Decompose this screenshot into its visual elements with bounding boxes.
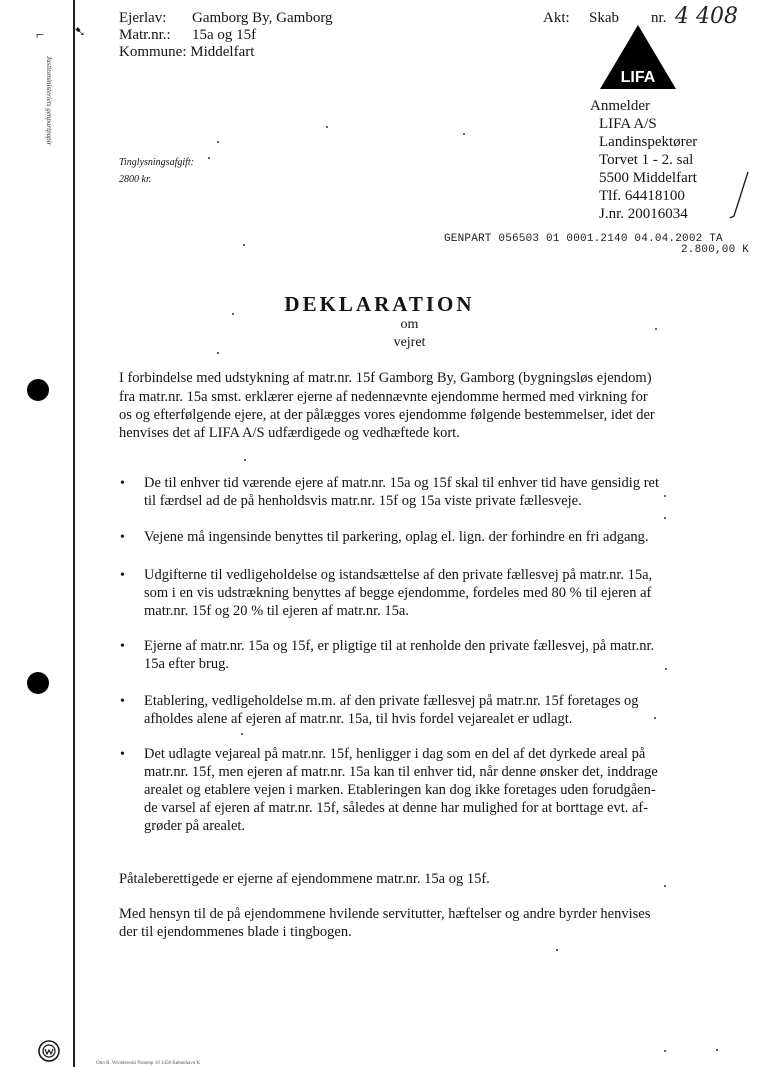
bullet-line: matr.nr. 15f, men ejeren af matr.nr. 15a kan til enhver tid, når denne ønsker det, inddrage <box>144 764 658 780</box>
kommune-row <box>119 44 254 61</box>
nr-handwritten: 4 408 <box>675 4 738 29</box>
binding-margin-line <box>73 0 75 1067</box>
bullet-line: arealet og etablere vejen i marken. Etableringen kan dog ikke foretages uden forudgåen- <box>144 782 656 798</box>
margin-vertical-text: Justitsministeriets genpartpapir <box>45 56 53 146</box>
scan-speck <box>326 126 328 128</box>
matr-label: Matr.nr.: <box>119 27 171 43</box>
punch-hole-upper <box>27 379 49 401</box>
servitutter-line: der til ejendommenes blade i tingbogen. <box>119 924 352 940</box>
bullet-marker: • <box>120 694 125 709</box>
ejerlav-label: Ejerlav: <box>119 10 167 26</box>
anmelder-line: LIFA A/S <box>599 116 657 132</box>
intro-line: fra matr.nr. 15a smst. erklærer ejerne af nedennævnte ejendomme hermed med virkning for <box>119 389 648 405</box>
bullet-line: matr.nr. 15f og 20 % til ejeren af matr.nr. 15a. <box>144 603 409 619</box>
scan-speck <box>463 133 465 135</box>
paataleberettigede-text: Påtaleberettigede er ejerne af ejendommene matr.nr. 15a og 15f. <box>119 871 490 887</box>
bullet-line: Etablering, vedligeholdelse m.m. af den private fællesvej på matr.nr. 15f foretages og <box>144 693 639 709</box>
bullet-line: til færdsel ad de på henholdsvis matr.nr. 15f og 15a viste private fællesveje. <box>144 493 582 509</box>
intro-line: os og efterfølgende ejere, at der pålægges vores ejendomme følgende bestemmelser, idet der <box>119 407 655 423</box>
scan-speck <box>654 717 656 719</box>
scan-speck <box>664 517 666 519</box>
scan-speck <box>232 313 234 315</box>
lifa-logo <box>598 25 678 91</box>
scan-speck <box>655 328 657 330</box>
bullet-marker: • <box>120 747 125 762</box>
ejerlav-row <box>119 10 333 27</box>
nr-label: nr. <box>651 10 667 26</box>
scan-speck <box>716 1049 718 1051</box>
servitutter-line: Med hensyn til de på ejendommene hvilende servitutter, hæftelser og andre byrder henvises <box>119 906 651 922</box>
bullet-line: Det udlagte vejareal på matr.nr. 15f, henligger i dag som en del af det dyrkede areal på <box>144 746 646 762</box>
bullet-line: afholdes alene af ejeren af matr.nr. 15a, til hvis fordel vejarealet er udlagt. <box>144 711 573 727</box>
document-title: DEKLARATION <box>284 292 475 316</box>
matr-row <box>119 27 256 44</box>
anmelder-label: Anmelder <box>590 98 650 114</box>
subtitle-vejret: vejret <box>393 335 426 350</box>
lifa-logo-text: LIFA <box>620 69 656 86</box>
intro-line: henvises det af LIFA A/S udfærdigede og vedhæftede kort. <box>119 425 460 441</box>
bullet-line: grøder på arealet. <box>144 818 246 834</box>
bullet-marker: • <box>120 476 125 491</box>
bullet-line: de varsel af ejeren af matr.nr. 15f, således at denne har mulighed for at borttage evt. af- <box>144 800 649 816</box>
bullet-line: 15a efter brug. <box>144 656 229 672</box>
scan-speck <box>243 244 245 246</box>
printer-seal-icon <box>38 1040 60 1062</box>
bullet-line: Udgifterne til vedligeholdelse og istandsættelse af den private fællesvej på matr.nr. 15a, <box>144 567 653 583</box>
scan-speck <box>664 885 666 887</box>
scan-speck <box>241 733 243 735</box>
scan-speck <box>556 949 558 951</box>
genpart-stamp-line2: 2.800,00 K <box>681 244 750 256</box>
fee-value: 2800 kr. <box>119 174 152 185</box>
bullet-marker: • <box>120 639 125 654</box>
kommune-label: Kommune: <box>119 44 187 60</box>
genpart-stamp-line1: GENPART 056503 01 0001.2140 04.04.2002 TA <box>444 233 723 245</box>
anmelder-line: J.nr. 20016034 <box>599 206 688 222</box>
scan-speck <box>664 495 666 497</box>
scan-speck <box>664 1050 666 1052</box>
bullet-line: som i en vis udstrækning benyttes af begge ejendomme, fordeles med 80 % til ejeren af <box>144 585 652 601</box>
scan-speck <box>665 668 667 670</box>
akt-label: Akt: <box>543 10 570 26</box>
fee-label: Tinglysningsafgift: <box>119 157 195 168</box>
handwritten-slash-mark <box>726 170 752 222</box>
subtitle-om: om <box>400 317 419 332</box>
ejerlav-value: Gamborg By, Gamborg <box>192 10 333 26</box>
bullet-marker: • <box>120 568 125 583</box>
scan-speck <box>208 157 210 159</box>
scan-speck <box>244 459 246 461</box>
kommune-value: Middelfart <box>190 44 255 60</box>
bullet-line: Vejene må ingensinde benyttes til parkering, oplag el. lign. der forhindre en fri adgang. <box>144 529 649 545</box>
footer-printer-text: Otto B. Wroblewski Nutemp 10 1458 København K <box>96 1061 201 1066</box>
scan-speck <box>217 352 219 354</box>
bullet-line: De til enhver tid værende ejere af matr.nr. 15a og 15f skal til enhver tid have gensidig ret <box>144 475 659 491</box>
anmelder-line: Tlf. 64418100 <box>599 188 685 204</box>
akt-value: Skab <box>589 10 619 26</box>
anmelder-line: 5500 Middelfart <box>599 170 697 186</box>
punch-hole-lower <box>27 672 49 694</box>
intro-line: I forbindelse med udstykning af matr.nr. 15f Gamborg By, Gamborg (bygningsløs ejendom) <box>119 370 652 386</box>
margin-tick-mark: ⌐ <box>36 28 44 43</box>
anmelder-line: Landinspektører <box>599 134 698 150</box>
margin-arrow-mark: ➷ <box>74 25 86 40</box>
matr-value: 15a og 15f <box>192 27 257 43</box>
anmelder-line: Torvet 1 - 2. sal <box>599 152 694 168</box>
bullet-marker: • <box>120 530 125 545</box>
scan-speck <box>217 141 219 143</box>
bullet-line: Ejerne af matr.nr. 15a og 15f, er pligtige til at renholde den private fællesvej, på matr.nr. <box>144 638 655 654</box>
